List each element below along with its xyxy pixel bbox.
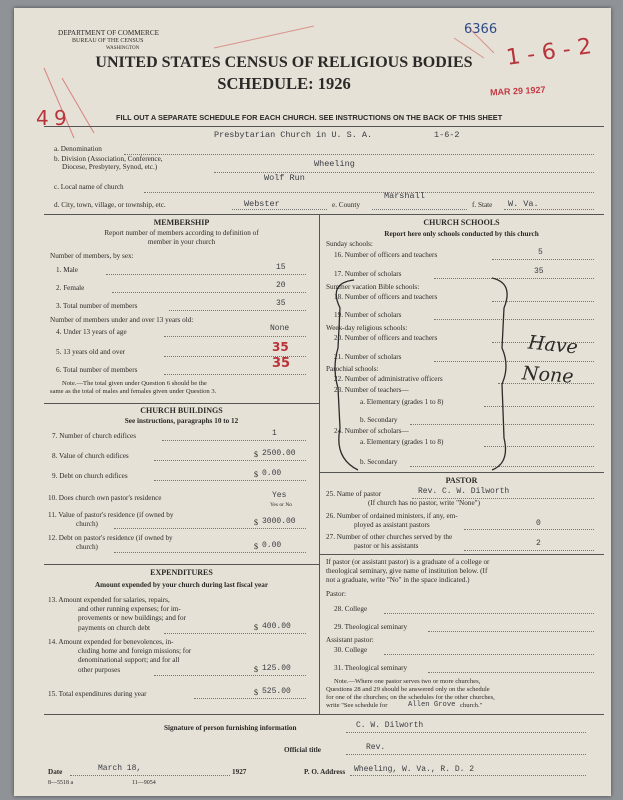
county-label: e. County xyxy=(332,201,360,209)
address-value: Wheeling, W. Va., R. D. 2 xyxy=(354,765,475,774)
residence-value-label: 11. Value of pastor's residence (if owned by xyxy=(48,511,174,519)
running-expenses-label: 13. Amount expended for salaries, repairs, xyxy=(48,596,170,604)
denomination-code: 1-6-2 xyxy=(434,130,460,140)
assistant-ministers-label-2: ployed as assistant pastors xyxy=(354,521,430,529)
membership-note-2: same as the total of males and females given under Question 3. xyxy=(50,388,217,395)
state-label: f. State xyxy=(472,201,493,209)
yes-no-hint: Yes or No xyxy=(270,502,293,508)
q16-value: 5 xyxy=(538,248,543,257)
pastor-note-2: Questions 28 and 29 should be answered only on the schedule xyxy=(326,686,490,693)
schedule-title: SCHEDULE: 1926 xyxy=(217,74,351,93)
form-code: 8—5518 a xyxy=(48,780,74,786)
q17-value: 35 xyxy=(534,267,544,276)
membership-note: Note.—The total given under Question 6 should be the xyxy=(62,380,207,387)
total-expenditures-amount: 525.00 xyxy=(262,687,291,696)
year-value: 1927 xyxy=(232,768,247,776)
q29-label: 29. Theological seminary xyxy=(334,623,408,631)
q19-label: 19. Number of scholars xyxy=(334,311,402,319)
graduate-note: If pastor (or assistant pastor) is a graduate of a college or xyxy=(326,558,490,566)
over13-label: 5. 13 years old and over xyxy=(56,348,126,356)
assistant-pastor-subheading: Assistant pastor: xyxy=(326,636,374,644)
assistant-ministers-label: 26. Number of ordained ministers, if any, em- xyxy=(326,512,458,520)
edifices-label: 7. Number of church edifices xyxy=(52,432,137,440)
total-members-value: 35 xyxy=(276,299,286,308)
expenditures-heading: EXPENDITURES xyxy=(150,568,213,577)
expenditures-subheading: Amount expended by your church during last fiscal year xyxy=(94,581,269,589)
received-date-stamp: MAR 29 1927 xyxy=(489,84,546,98)
handwritten-brackets xyxy=(314,8,611,478)
signature-label: Signature of person furnishing information xyxy=(164,724,297,732)
local-name-value: Wolf Run xyxy=(264,173,305,183)
other-churches-value: 2 xyxy=(536,539,541,548)
under13-value: None xyxy=(270,324,290,333)
female-value: 20 xyxy=(276,281,286,290)
running-expenses-label-3: provements or new buildings; and for xyxy=(78,614,186,622)
other-churches-label: 27. Number of other churches served by the xyxy=(326,533,453,541)
city-value: Webster xyxy=(244,199,280,209)
signature-value: C. W. Dilworth xyxy=(356,721,424,730)
buildings-subheading: See instructions, paragraphs 10 to 12 xyxy=(124,417,239,425)
division-value: Wheeling xyxy=(314,159,355,169)
female-label: 2. Female xyxy=(56,284,85,292)
q16-label: 16. Number of officers and teachers xyxy=(334,251,438,259)
pastor-subheading: Pastor: xyxy=(326,590,346,598)
graduate-note-3: not a graduate, write "No" in the space indicated.) xyxy=(326,576,470,584)
handwritten-have: Have xyxy=(526,331,579,359)
male-value: 15 xyxy=(276,263,286,272)
department-label: DEPARTMENT OF COMMERCE xyxy=(58,29,160,37)
q28-label: 28. College xyxy=(334,605,368,613)
residence-debt-label: 12. Debt on pastor's residence (if owned by xyxy=(48,534,173,542)
benevolences-label-4: other purposes xyxy=(78,666,121,674)
edifice-value-amount: 2500.00 xyxy=(262,449,296,458)
residence-value-label-2: church) xyxy=(76,520,98,528)
membership-heading: MEMBERSHIP xyxy=(153,218,210,227)
census-schedule-sheet: DEPARTMENT OF COMMERCE BUREAU OF THE CENSUS WASHINGTON UNITED STATES CENSUS OF RELIGIOUS BODIES SCHEDULE: 1926 FILL OUT A SEPARATE SCHEDULE FOR EACH CHURCH. SEE INSTRUCTIONS ON THE BACK OF THIS SHEET 6366 MAR 29 1927 4 9 1 - 6 - 2 Presbytarian Church in U. S. A. 1-6-2 a. Denomination b. Division (Association, Conference, Diocese, Presbytery, Synod, etc.) Wheeling Wolf Run c. Local name of church d. City, town, village, or township, etc. Webster e. County Marshall f. State W. Va. MEMBERSHIP Report number of members according to definition of member in your church Number of members, by sex: 1. Male 15 2. Female 20 3. Total number of members 35 Number of members under and over 13 years old: 4. Under 13 years of age None 5. 13 years old and over 35 6. Total number of members 35 Note.—The total given under Question 6 should be the same as the total of males and females given under Question 3. CHURCH BUILDINGS See instructions, paragraphs 10 to 12 7. Number of church edifices 1 8. Value of church edifices $ 2500.00 9. Debt on church edifices $ 0.00 10. Does church own pastor's residence Yes Yes or No 11. Value of pastor's residence (if owned by church) $ 3000.00 12. Debt on pastor's residence (if owned by church) $ 0.00 EXPENDITURES Amount expended by your church during last fiscal year 13. Amount expended for salaries, repairs, and other running expenses; for im- provements or new buildings; and for payments on church debt $ 400.00 14. Amount expended for benevolences, in- cluding home and foreign missions; for denominational support; and for all other purposes $ 125.00 15. Total expenditures during year $ 525.00 CHURCH SCHOOLS Report here only schools conducted by this church Sunday schools: 16. Number of officers and teachers 5 17. Number of scholars 35 Summer vacation Bible schools: 18. Number of officers and teachers 19. Number of scholars Week-day religious schools: 20. Number of officers and teachers 21. Number of scholars Parochial schools: 22. Number of administrative officers 23. Number of teachers— a. Elementary (grades 1 to 8) b. Secondary 24. Number of scholars— a. Elementary (grades 1 to 8) b. Secondary Have None PASTOR 25. Name of pastor Rev. C. W. Dilworth (If church has no pastor, write "None") 26. Number of ordained ministers, if any, em- ployed as assistant pastors 0 27. Number of other churches served by the pastor or his assistants 2 If pastor (or assistant pastor) is a graduate of a college or theological seminary, give name of institution below. (If not a graduate, write "No" in the space indicated.) Pastor: 28. College 29. Theological seminary Assistant pastor: 30. College 31. Theological seminary Note.—Where one pastor serves two or more churches, Questions 28 and 29 should be answered only on the schedule for one of the churches; on the schedules for the other churches, write "See schedule for Allen Grove church." Signature of person furnishing information C. W. Dilworth Official title Rev. Date March 18, 1927 P. O. Address Wheeling, W. Va., R. D. 2 8—5518 a 11—9054 xyxy=(14,8,611,796)
q24b-label: b. Secondary xyxy=(360,458,398,466)
benevolences-amount: 125.00 xyxy=(262,664,291,673)
buildings-heading: CHURCH BUILDINGS xyxy=(140,406,223,415)
benevolences-label-2: cluding home and foreign missions; for xyxy=(78,647,192,655)
date-label: Date xyxy=(48,768,63,776)
other-church-name: Allen Grove xyxy=(408,701,456,709)
form-title: UNITED STATES CENSUS OF RELIGIOUS BODIES xyxy=(95,54,473,71)
pastor-name-hint: (If church has no pastor, write "None") xyxy=(368,499,480,507)
q17-label: 17. Number of scholars xyxy=(334,270,402,278)
residence-debt-amount: 0.00 xyxy=(262,541,282,550)
date-value: March 18, xyxy=(98,764,142,773)
official-title-label: Official title xyxy=(284,746,321,754)
q23b-label: b. Secondary xyxy=(360,416,398,424)
benevolences-label: 14. Amount expended for benevolences, in- xyxy=(48,638,174,646)
handwritten-mark-right: 9 xyxy=(54,106,67,130)
membership-intro: Report number of members according to definition of xyxy=(104,229,259,237)
membership-intro-2: member in your church xyxy=(147,238,216,246)
schools-heading: CHURCH SCHOOLS xyxy=(423,218,500,227)
total2-label: 6. Total number of members xyxy=(56,366,138,374)
edifice-value-label: 8. Value of church edifices xyxy=(52,452,129,460)
owns-residence-label: 10. Does church own pastor's residence xyxy=(48,494,162,502)
print-code: 11—9054 xyxy=(132,780,156,786)
schools-subheading: Report here only schools conducted by this church xyxy=(384,230,539,238)
age-intro-label: Number of members under and over 13 years old: xyxy=(50,316,194,324)
pastor-name-value: Rev. C. W. Dilworth xyxy=(418,487,510,496)
summer-schools-label: Summer vacation Bible schools: xyxy=(326,283,420,291)
state-value: W. Va. xyxy=(508,199,539,209)
benevolences-label-3: denominational support; and for all xyxy=(78,656,180,664)
denomination-value: Presbytarian Church in U. S. A. xyxy=(214,130,373,140)
local-name-label: c. Local name of church xyxy=(54,183,124,191)
q30-label: 30. College xyxy=(334,646,368,654)
q24a-label: a. Elementary (grades 1 to 8) xyxy=(360,438,444,446)
q24-label: 24. Number of scholars— xyxy=(334,427,409,435)
q23a-label: a. Elementary (grades 1 to 8) xyxy=(360,398,444,406)
running-expenses-amount: 400.00 xyxy=(262,622,291,631)
other-churches-label-2: pastor or his assistants xyxy=(354,542,419,550)
pastor-note: Note.—Where one pastor serves two or more churches, xyxy=(334,678,481,685)
pastor-heading: PASTOR xyxy=(445,476,478,485)
pastor-name-label: 25. Name of pastor xyxy=(326,490,382,498)
city-label: WASHINGTON xyxy=(106,46,140,51)
total-members-label: 3. Total number of members xyxy=(56,302,138,310)
city-label-field: d. City, town, village, or township, etc. xyxy=(54,201,166,209)
denomination-label: a. Denomination xyxy=(54,145,102,153)
q20-label: 20. Number of officers and teachers xyxy=(334,334,438,342)
division-label-2: Diocese, Presbytery, Synod, etc.) xyxy=(62,163,158,171)
weekday-schools-label: Week-day religious schools: xyxy=(326,324,408,332)
assistant-ministers-value: 0 xyxy=(536,519,541,528)
county-value: Marshall xyxy=(384,191,425,201)
pastor-note-5: church." xyxy=(460,702,483,709)
handwritten-none: None xyxy=(521,362,575,388)
edifice-debt-label: 9. Debt on church edifices xyxy=(52,472,128,480)
q23-label: 23. Number of teachers— xyxy=(334,386,409,394)
edifices-value: 1 xyxy=(272,429,277,438)
under13-label: 4. Under 13 years of age xyxy=(56,328,127,336)
pastor-note-3: for one of the churches; on the schedules for the other churches, xyxy=(326,694,495,701)
sunday-schools-label: Sunday schools: xyxy=(326,240,373,248)
address-label: P. O. Address xyxy=(304,768,346,776)
residence-debt-label-2: church) xyxy=(76,543,98,551)
q22-label: 22. Number of administrative officers xyxy=(334,375,443,383)
serial-number: 6366 xyxy=(464,22,498,37)
owns-residence-value: Yes xyxy=(272,491,287,500)
graduate-note-2: theological seminary, give name of institution below. (If xyxy=(326,567,488,575)
running-expenses-label-2: and other running expenses; for im- xyxy=(78,605,181,613)
instruction-line: FILL OUT A SEPARATE SCHEDULE FOR EACH CHURCH. SEE INSTRUCTIONS ON THE BACK OF THIS SHEET xyxy=(116,113,503,122)
over13-value: 35 xyxy=(272,340,289,354)
bureau-label: BUREAU OF THE CENSUS xyxy=(72,38,144,44)
pastor-note-4: write "See schedule for xyxy=(326,702,388,709)
total2-value: 35 xyxy=(272,356,291,371)
members-by-sex-label: Number of members, by sex: xyxy=(50,252,134,260)
official-title-value: Rev. xyxy=(366,743,386,752)
parochial-schools-label: Parochial schools: xyxy=(326,365,379,373)
handwritten-code: 1 - 6 - 2 xyxy=(504,34,594,71)
residence-value-amount: 3000.00 xyxy=(262,517,296,526)
q18-label: 18. Number of officers and teachers xyxy=(334,293,438,301)
division-label: b. Division (Association, Conference, xyxy=(54,155,163,163)
q21-label: 21. Number of scholars xyxy=(334,353,402,361)
q31-label: 31. Theological seminary xyxy=(334,664,408,672)
running-expenses-label-4: payments on church debt xyxy=(78,624,151,632)
total-expenditures-label: 15. Total expenditures during year xyxy=(48,690,147,698)
handwritten-mark-left: 4 xyxy=(36,106,49,130)
male-label: 1. Male xyxy=(56,266,78,274)
edifice-debt-amount: 0.00 xyxy=(262,469,282,478)
